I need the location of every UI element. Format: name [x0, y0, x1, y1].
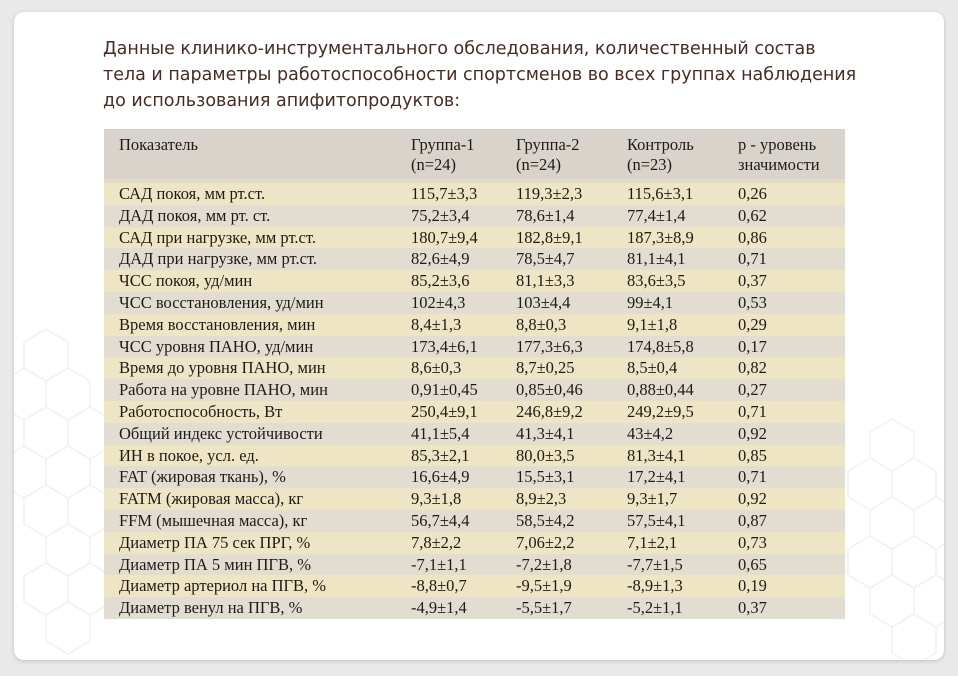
- cell-control: 8,5±0,4: [627, 358, 678, 378]
- cell-control: -7,7±1,5: [627, 554, 683, 574]
- cell-group-1: 250,4±9,1: [411, 402, 478, 421]
- cell-p-value: 0,19: [738, 576, 767, 596]
- cell-indicator: Диаметр венул на ПГВ, %: [119, 598, 303, 618]
- cell-group-1: 115,7±3,3: [411, 184, 478, 203]
- table-row: [104, 423, 845, 445]
- table-row: [104, 401, 845, 423]
- cell-indicator: Работа на уровне ПАНО, мин: [119, 380, 328, 400]
- table-row: [104, 554, 845, 576]
- cell-group-2: 8,8±0,3: [516, 314, 567, 334]
- cell-control: 43±4,2: [627, 423, 674, 443]
- cell-control: 187,3±8,9: [627, 227, 694, 247]
- table-row: [104, 270, 845, 292]
- cell-group-2: -7,2±1,8: [516, 554, 572, 574]
- table-caption: Данные клинико-инструментального обследования, количественный состав тела и параметры работоспособности спортсменов во всех группах наблюдения до использования апифитопродуктов:: [103, 39, 857, 111]
- cell-control: 83,6±3,5: [627, 271, 686, 291]
- cell-indicator: ИН в покое, усл. ед.: [119, 445, 259, 465]
- cell-control: 7,1±2,1: [627, 532, 678, 552]
- cell-group-2: 80,0±3,5: [516, 445, 575, 465]
- table-row: [104, 445, 845, 467]
- cell-group-1: 8,6±0,3: [411, 358, 462, 378]
- cell-group-1: 8,4±1,3: [411, 314, 462, 334]
- table-row: [104, 466, 845, 488]
- cell-group-2: 119,3±2,3: [516, 184, 583, 203]
- cell-control: 99±4,1: [627, 293, 674, 312]
- cell-group-2: 41,3±4,1: [516, 423, 575, 443]
- cell-p-value: 0,71: [738, 467, 767, 487]
- cell-p-value: 0,26: [738, 184, 767, 203]
- cell-p-value: 0,29: [738, 314, 767, 334]
- data-table-scan: [104, 129, 845, 619]
- cell-indicator: ЧСС восстановления, уд/мин: [119, 293, 324, 312]
- cell-group-2: 81,1±3,3: [516, 271, 575, 291]
- cell-group-2: -9,5±1,9: [516, 576, 572, 596]
- header-control: Контроль (n=23): [627, 135, 694, 174]
- header-indicator: Показатель: [119, 135, 198, 154]
- cell-indicator: ДАД при нагрузке, мм рт.ст.: [119, 249, 318, 269]
- header-group-2: Группа-2 (n=24): [516, 135, 580, 174]
- cell-p-value: 0,17: [738, 336, 767, 356]
- cell-p-value: 0,71: [738, 402, 767, 421]
- table-row: [104, 488, 845, 510]
- cell-indicator: Диаметр артериол на ПГВ, %: [119, 576, 327, 596]
- content-card: [14, 12, 944, 660]
- cell-p-value: 0,71: [738, 249, 767, 269]
- cell-group-1: 180,7±9,4: [411, 227, 478, 247]
- cell-group-1: 173,4±6,1: [411, 336, 478, 356]
- table-row: [104, 336, 845, 358]
- table-row: [104, 248, 845, 270]
- cell-p-value: 0,37: [738, 598, 767, 618]
- cell-control: 81,3±4,1: [627, 445, 686, 465]
- cell-indicator: Время восстановления, мин: [119, 314, 316, 334]
- cell-control: -5,2±1,1: [627, 598, 683, 618]
- cell-group-2: 78,6±1,4: [516, 205, 575, 225]
- cell-group-1: 82,6±4,9: [411, 249, 470, 269]
- cell-group-1: -8,8±0,7: [411, 576, 467, 596]
- cell-group-1: 9,3±1,8: [411, 489, 462, 509]
- cell-control: 0,88±0,44: [627, 380, 694, 400]
- cell-group-2: 15,5±3,1: [516, 467, 575, 487]
- cell-p-value: 0,85: [738, 445, 767, 465]
- cell-p-value: 0,65: [738, 554, 767, 574]
- cell-indicator: ЧСС покоя, уд/мин: [119, 271, 253, 291]
- cell-control: 57,5±4,1: [627, 511, 686, 530]
- cell-p-value: 0,73: [738, 532, 767, 552]
- header-p-value: р - уровень значимости: [738, 135, 820, 174]
- header-group-1: Группа-1 (n=24): [411, 135, 475, 174]
- table-row: [104, 510, 845, 532]
- cell-indicator: САД покоя, мм рт.ст.: [119, 184, 266, 203]
- cell-group-2: 246,8±9,2: [516, 402, 583, 421]
- cell-group-2: 103±4,4: [516, 293, 571, 312]
- cell-group-2: 58,5±4,2: [516, 511, 575, 530]
- cell-indicator: FATM (жировая масса), кг: [119, 489, 304, 509]
- cell-control: 9,3±1,7: [627, 489, 678, 509]
- cell-group-1: 41,1±5,4: [411, 423, 470, 443]
- cell-group-2: 7,06±2,2: [516, 532, 575, 552]
- cell-indicator: ЧСС уровня ПАНО, уд/мин: [119, 336, 314, 356]
- cell-control: 77,4±1,4: [627, 205, 686, 225]
- cell-indicator: ДАД покоя, мм рт. ст.: [119, 205, 271, 225]
- cell-p-value: 0,92: [738, 489, 767, 509]
- cell-control: 174,8±5,8: [627, 336, 694, 356]
- cell-group-2: 182,8±9,1: [516, 227, 583, 247]
- cell-group-1: 102±4,3: [411, 293, 466, 312]
- cell-control: -8,9±1,3: [627, 576, 683, 596]
- cell-indicator: Диаметр ПА 75 сек ПРГ, %: [119, 532, 311, 552]
- cell-p-value: 0,86: [738, 227, 767, 247]
- table-header-row: [104, 129, 845, 179]
- cell-p-value: 0,27: [738, 380, 767, 400]
- table-row: [104, 314, 845, 336]
- cell-group-2: 78,5±4,7: [516, 249, 575, 269]
- cell-group-1: 85,2±3,6: [411, 271, 470, 291]
- cell-indicator: Общий индекс устойчивости: [119, 423, 323, 443]
- cell-group-2: -5,5±1,7: [516, 598, 572, 618]
- cell-control: 249,2±9,5: [627, 402, 694, 421]
- cell-group-1: -4,9±1,4: [411, 598, 467, 618]
- cell-indicator: Работоспособность, Вт: [119, 402, 283, 421]
- cell-p-value: 0,82: [738, 358, 767, 378]
- cell-group-1: 0,91±0,45: [411, 380, 478, 400]
- cell-group-1: 7,8±2,2: [411, 532, 462, 552]
- cell-group-1: 75,2±3,4: [411, 205, 470, 225]
- cell-control: 115,6±3,1: [627, 184, 694, 203]
- table-row: [104, 292, 845, 314]
- cell-indicator: FAT (жировая ткань), %: [119, 467, 286, 487]
- cell-indicator: Диаметр ПА 5 мин ПГВ, %: [119, 554, 311, 574]
- cell-p-value: 0,37: [738, 271, 767, 291]
- cell-group-1: -7,1±1,1: [411, 554, 467, 574]
- table-row: [104, 227, 845, 249]
- table-row: [104, 597, 845, 619]
- table-row: [104, 357, 845, 379]
- cell-indicator: Время до уровня ПАНО, мин: [119, 358, 326, 378]
- table-row: [104, 379, 845, 401]
- cell-control: 81,1±4,1: [627, 249, 686, 269]
- table-row: [104, 532, 845, 554]
- cell-group-1: 16,6±4,9: [411, 467, 470, 487]
- cell-group-1: 85,3±2,1: [411, 445, 470, 465]
- cell-group-2: 8,7±0,25: [516, 358, 575, 378]
- table-row: [104, 205, 845, 227]
- cell-indicator: FFM (мышечная масса), кг: [119, 511, 308, 530]
- table-row: [104, 183, 845, 205]
- cell-indicator: САД при нагрузке, мм рт.ст.: [119, 227, 316, 247]
- table-row: [104, 575, 845, 597]
- cell-p-value: 0,53: [738, 293, 767, 312]
- cell-p-value: 0,92: [738, 423, 767, 443]
- cell-p-value: 0,62: [738, 205, 767, 225]
- cell-group-2: 0,85±0,46: [516, 380, 583, 400]
- cell-control: 17,2±4,1: [627, 467, 686, 487]
- cell-p-value: 0,87: [738, 511, 767, 530]
- cell-group-1: 56,7±4,4: [411, 511, 470, 530]
- cell-group-2: 177,3±6,3: [516, 336, 583, 356]
- cell-control: 9,1±1,8: [627, 314, 678, 334]
- cell-group-2: 8,9±2,3: [516, 489, 567, 509]
